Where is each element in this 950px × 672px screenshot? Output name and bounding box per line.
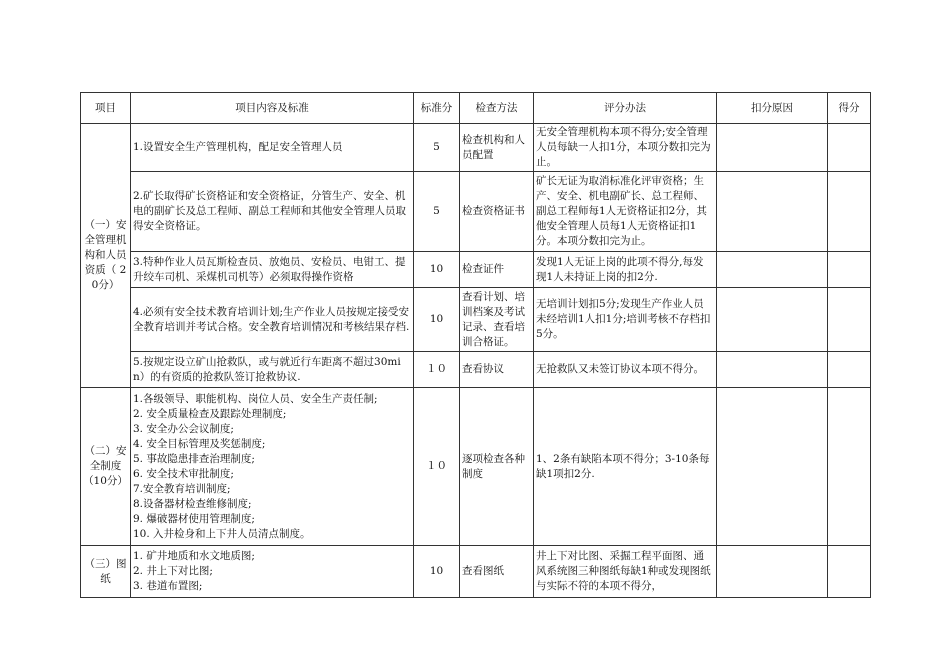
header-points: 得分 [828,93,871,124]
table-row [81,388,871,546]
standard-score-cell: 10 [414,288,460,352]
standard-score-cell: 5 [414,124,460,172]
content-cell [131,546,414,598]
deduction-reason-cell [717,252,828,288]
header-standard-score: 标准分 [414,93,460,124]
deduction-reason-cell [717,546,828,598]
deduction-reason-cell [717,172,828,252]
content-line: 7.安全教育培训制度; [133,482,231,495]
content-line: 2. 井上下对比图; [133,565,213,577]
scoring-method-cell: 1、2条有缺陷本项不得分；3-10条每缺1项扣2分. [534,388,717,546]
points-cell [828,124,871,172]
content-line: 5. 事故隐患排查治理制度; [133,452,255,465]
content-line: 4. 安全目标管理及奖惩制度; [133,437,266,450]
table-row [81,546,871,598]
check-method-cell: 检查机构和人员配置 [460,124,534,172]
content-line: 6. 安全技术审批制度; [133,467,234,480]
evaluation-table [80,92,871,598]
table-row [81,172,871,252]
points-cell [828,546,871,598]
standard-score-cell: 10 [414,252,460,288]
content-line: 3. 安全办公会议制度; [133,422,234,435]
header-content: 项目内容及标准 [131,93,414,124]
check-method-cell: 查看图纸 [460,546,534,598]
points-cell [828,352,871,388]
content-cell: 3.特种作业人员瓦斯检查员、放炮员、安检员、电钳工、提升绞车司机、采煤机司机等）必须取得操作资格 [131,252,414,288]
content-cell: 2.矿长取得矿长资格证和安全资格证，分管生产、安全、机电的副矿长及总工程师、副总工程师和其他安全管理人员取得安全资格证。 [131,172,414,252]
header-deduction-reason: 扣分原因 [717,93,828,124]
content-line: 1.各级领导、职能机构、岗位人员、安全生产责任制; [133,392,378,405]
scoring-method-cell: 井上下对比图、采掘工程平面图、通风系统图三种图纸每缺1种或发现图纸与实际不符的本项不得分， [534,546,717,598]
content-line: 9. 爆破器材使用管理制度; [133,512,255,525]
content-line: 10. 入井检身和上下井人员清点制度。 [133,527,311,540]
table-row [81,124,871,172]
deduction-reason-cell [717,288,828,352]
check-method-cell: 查看协议 [460,352,534,388]
table-row [81,352,871,388]
content-line: 3. 巷道布置图; [133,580,203,592]
content-line: 8.设备器材检查维修制度; [133,497,252,510]
content-cell: 5.按规定设立矿山抢救队，或与就近行车距离不超过30min）的有资质的抢救队签订抢救协议. [131,352,414,388]
points-cell [828,172,871,252]
standard-score-cell: １０ [414,388,460,546]
scoring-method-cell: 无抢救队又未签订协议本项不得分。 [534,352,717,388]
table-row [81,288,871,352]
category-cell: （一）安全管理机构和人员资质（ 20分） [81,124,131,388]
table-row [81,252,871,288]
standard-score-cell: 10 [414,546,460,598]
category-cell: （三）图纸 [81,546,131,598]
header-check-method: 检查方法 [460,93,534,124]
points-cell [828,288,871,352]
scoring-method-cell: 发现1人无证上岗的此项不得分,每发现1人未持证上岗的扣2分. [534,252,717,288]
deduction-reason-cell [717,388,828,546]
header-row [81,93,871,124]
check-method-cell: 检查资格证书 [460,172,534,252]
content-line: 2. 安全质量检查及跟踪处理制度; [133,407,287,420]
points-cell [828,388,871,546]
check-method-cell: 逐项检查各种制度 [460,388,534,546]
check-method-cell: 查看计划、培训档案及考试记录、查看培训合格证。 [460,288,534,352]
deduction-reason-cell [717,352,828,388]
content-cell: 1.设置安全生产管理机构，配足安全管理人员 [131,124,414,172]
check-method-cell: 检查证件 [460,252,534,288]
content-line: 1. 矿井地质和水文地质图; [133,550,255,562]
category-cell: （二）安全制度（10分） [81,388,131,546]
content-cell: 4.必须有安全技术教育培训计划;生产作业人员按规定接受安全教育培训并考试合格。安全教育培训情况和考核结果存档. [131,288,414,352]
scoring-method-cell: 无培训计划扣5分;发现生产作业人员未经培训1人扣1分;培训考核不存档扣5分。 [534,288,717,352]
header-scoring-method: 评分办法 [534,93,717,124]
header-category: 项目 [81,93,131,124]
scoring-method-cell: 矿长无证为取消标准化评审资格；生产、安全、机电副矿长、总工程师、副总工程师每1人无资格证扣2分，其他安全管理人员每1人无资格证扣1分。本项分数扣完为止。 [534,172,717,252]
scoring-method-cell: 无安全管理机构本项不得分;安全管理人员每缺一人扣1分，本项分数扣完为止。 [534,124,717,172]
content-cell [131,388,414,546]
standard-score-cell: １０ [414,352,460,388]
standard-score-cell: 5 [414,172,460,252]
points-cell [828,252,871,288]
deduction-reason-cell [717,124,828,172]
